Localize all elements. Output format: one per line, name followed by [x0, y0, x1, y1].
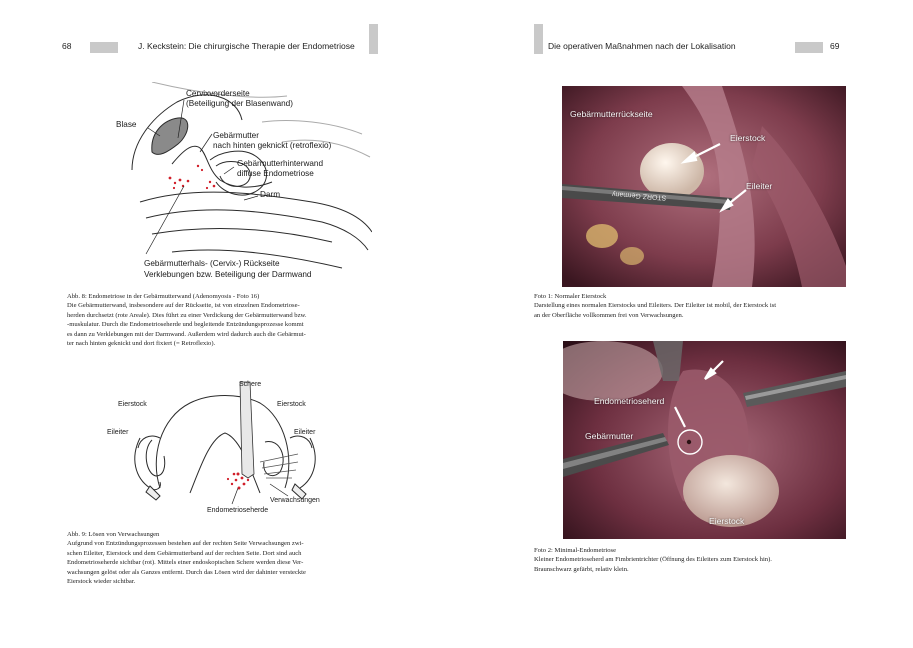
- figure8-caption-line: es dann zu Verklebungen mit der Darmwand. Außerdem wird dadurch auch die Gebärmut-: [67, 330, 306, 338]
- page-number-left: 68: [62, 41, 72, 51]
- photo2-caption-line: Braunschwarz gefärbt, relativ klein.: [534, 565, 629, 573]
- thumb-tab-right: [534, 24, 543, 54]
- label-cervix-back-1: Gebärmutterhals- (Cervix-) Rückseite: [144, 259, 280, 268]
- running-head-left: J. Keckstein: Die chirurgische Therapie der Endometriose: [138, 41, 355, 51]
- photo1-label-eileiter: Eileiter: [746, 181, 773, 191]
- photo1-label-eierstock: Eierstock: [730, 133, 766, 143]
- figure8-caption-line: Die Gebärmutterwand, insbesondere auf der Rückseite, ist von einzelnen Endometriose-: [67, 302, 300, 310]
- figure9-caption-line: Endometrioseherde sichtbar (rot). Mittels einer endoskopischen Schere werden diese Ver-: [67, 559, 304, 567]
- header-tab-left: [90, 42, 118, 53]
- figure9-caption-line: wachsungen gelöst oder als Ganzes entfernt. Durch das Lösen wird der dahinter versteckte: [67, 568, 306, 576]
- photo1-caption-line: an der Oberfläche vollkommen frei von Verwachsungen.: [534, 311, 684, 319]
- label-cervix-front-1: Cervixvorderseite: [186, 89, 250, 98]
- figure9-caption-title: Abb. 9: Lösen von Verwachsungen: [67, 531, 160, 538]
- label-eileiter-left: Eileiter: [107, 429, 129, 436]
- label-eierstock-right: Eierstock: [277, 401, 306, 408]
- photo1-caption: [534, 292, 850, 320]
- photo1-instrument-text: STORZ Germany: [611, 190, 667, 201]
- figure8-drawing: [112, 82, 372, 282]
- photo2-caption-title: Foto 2: Minimal-Endometriose: [534, 547, 617, 554]
- figure8-illustration: [112, 82, 372, 282]
- figure8-caption-title: Abb. 8: Endometriose in der Gebärmutterwand (Adenomyosis - Foto 16): [67, 293, 260, 300]
- photo2-label-endometrioseherd: Endometrioseherd: [594, 396, 665, 406]
- figure9-caption-line: Eierstock wieder sichtbar.: [67, 578, 136, 586]
- photo1-label-uterus-back: Gebärmutterrückseite: [570, 109, 653, 119]
- label-eileiter-right: Eileiter: [294, 429, 316, 436]
- header-tab-right: [795, 42, 823, 53]
- label-posterior-2: diffuse Endometriose: [237, 169, 314, 178]
- label-uterus-2: nach hinten geknickt (retroflexio): [213, 141, 332, 150]
- label-eierstock-left: Eierstock: [118, 401, 147, 408]
- label-posterior-1: Gebärmutterhinterwand: [237, 159, 324, 168]
- label-darm: Darm: [260, 190, 281, 199]
- label-cervix-back-2: Verklebungen bzw. Beteiligung der Darmwand: [144, 270, 312, 279]
- label-verwachsungen: Verwachsungen: [270, 497, 320, 504]
- photo2-caption-line: Kleiner Endometrioseherd am Fimbrientrichter (Öffnung des Eileiters zum Eierstock hin).: [534, 556, 772, 564]
- thumb-tab-left: [369, 24, 378, 54]
- figure9-caption-line: schen Eileiter, Eierstock und dem Gebärmutterband auf der rechten Seite. Dort sind auch: [67, 549, 302, 557]
- running-head-right: Die operativen Maßnahmen nach der Lokalisation: [548, 41, 736, 51]
- page-number-right: 69: [830, 41, 840, 51]
- photo1-caption-title: Foto 1: Normaler Eierstock: [534, 293, 607, 300]
- photo1-caption-line: Darstellung eines normalen Eierstocks und Eileiters. Der Eileiter ist mobil, der Eierstock ist: [534, 302, 777, 310]
- figure9-caption-line: Aufgrund von Entzündungsprozessen bestehen auf der rechten Seite Verwachsungen zwi-: [67, 540, 304, 548]
- figure8-caption-line: ter nach hinten geknickt und dort fixiert (= Retroflexio).: [67, 340, 216, 348]
- label-cervix-front-2: (Beteiligung der Blasenwand): [186, 99, 293, 108]
- figure8-caption-line: -muskulatur. Durch die Endometrioseherde und begleitende Entzündungsprozesse kommt: [67, 321, 304, 329]
- figure9-caption: [67, 530, 383, 586]
- label-uterus-1: Gebärmutter: [213, 131, 259, 140]
- figure8-caption: [67, 292, 383, 348]
- photo2-caption: [534, 546, 850, 574]
- figure8-caption-line: herden durchsetzt (rote Areale). Dies führt zu einer Verdickung der Gebärmutterwand bzw.: [67, 311, 307, 319]
- photo2-label-eierstock: Eierstock: [709, 516, 745, 526]
- label-blase: Blase: [116, 120, 137, 129]
- label-schere: Schere: [239, 381, 262, 388]
- label-endometrioseherde: Endometrioseherde: [207, 507, 269, 514]
- photo2-label-gebaermutter: Gebärmutter: [585, 431, 634, 441]
